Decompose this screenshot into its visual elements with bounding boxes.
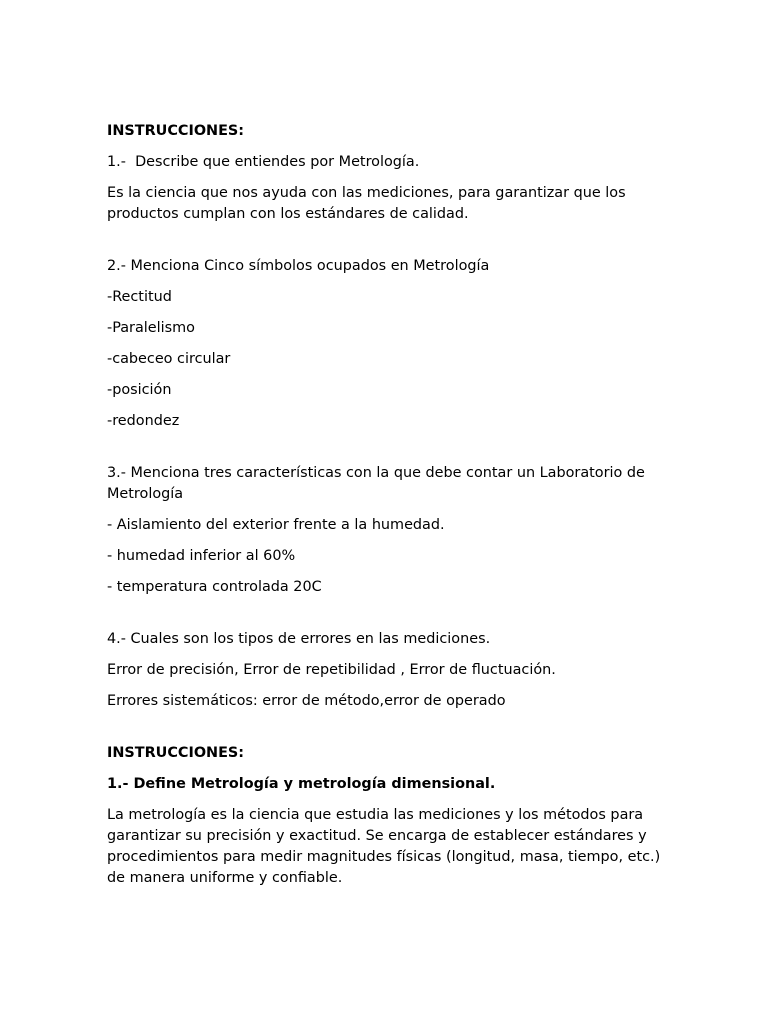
spacer (107, 722, 662, 743)
answer-2-item: -redondez (107, 413, 180, 429)
question-1: 1.- Describe que entiendes por Metrología. (107, 154, 420, 170)
question-2: 2.- Menciona Cinco símbolos ocupados en Metrología (107, 258, 490, 274)
answer-2-item: -Rectitud (107, 289, 172, 305)
spacer (107, 235, 662, 256)
answer-1: Es la ciencia que nos ayuda con las mediciones, para garantizar que los productos cumplan con los estándares de calidad. (107, 185, 626, 222)
document-body (107, 121, 662, 899)
question-3: 3.- Menciona tres características con la que debe contar un Laboratorio de Metrología (107, 465, 645, 502)
section2-answer-1: La metrología es la ciencia que estudia las mediciones y los métodos para garantizar su precisión y exactitud. Se encarga de establecer estándares y procedimientos para medir magnitudes físicas (longitud, masa, tiempo, etc.) de manera uniforme y confiable. (107, 807, 661, 886)
answer-3-item: - temperatura controlada 20C (107, 579, 322, 595)
answer-3-item: - humedad inferior al 60% (107, 548, 296, 564)
answer-4-line: Error de precisión, Error de repetibilidad , Error de fluctuación. (107, 662, 556, 678)
section2-heading: INSTRUCCIONES: (107, 745, 245, 761)
section2-question-1: 1.- Define Metrología y metrología dimensional. (107, 776, 496, 792)
answer-2-item: -posición (107, 382, 172, 398)
answer-4-line: Errores sistemáticos: error de método,error de operado (107, 693, 506, 709)
spacer (107, 608, 662, 629)
answer-2-item: -Paralelismo (107, 320, 195, 336)
section1-heading: INSTRUCCIONES: (107, 123, 245, 139)
answer-2-item: -cabeceo circular (107, 351, 231, 367)
spacer (107, 442, 662, 463)
answer-3-item: - Aislamiento del exterior frente a la humedad. (107, 517, 445, 533)
question-4: 4.- Cuales son los tipos de errores en las mediciones. (107, 631, 491, 647)
